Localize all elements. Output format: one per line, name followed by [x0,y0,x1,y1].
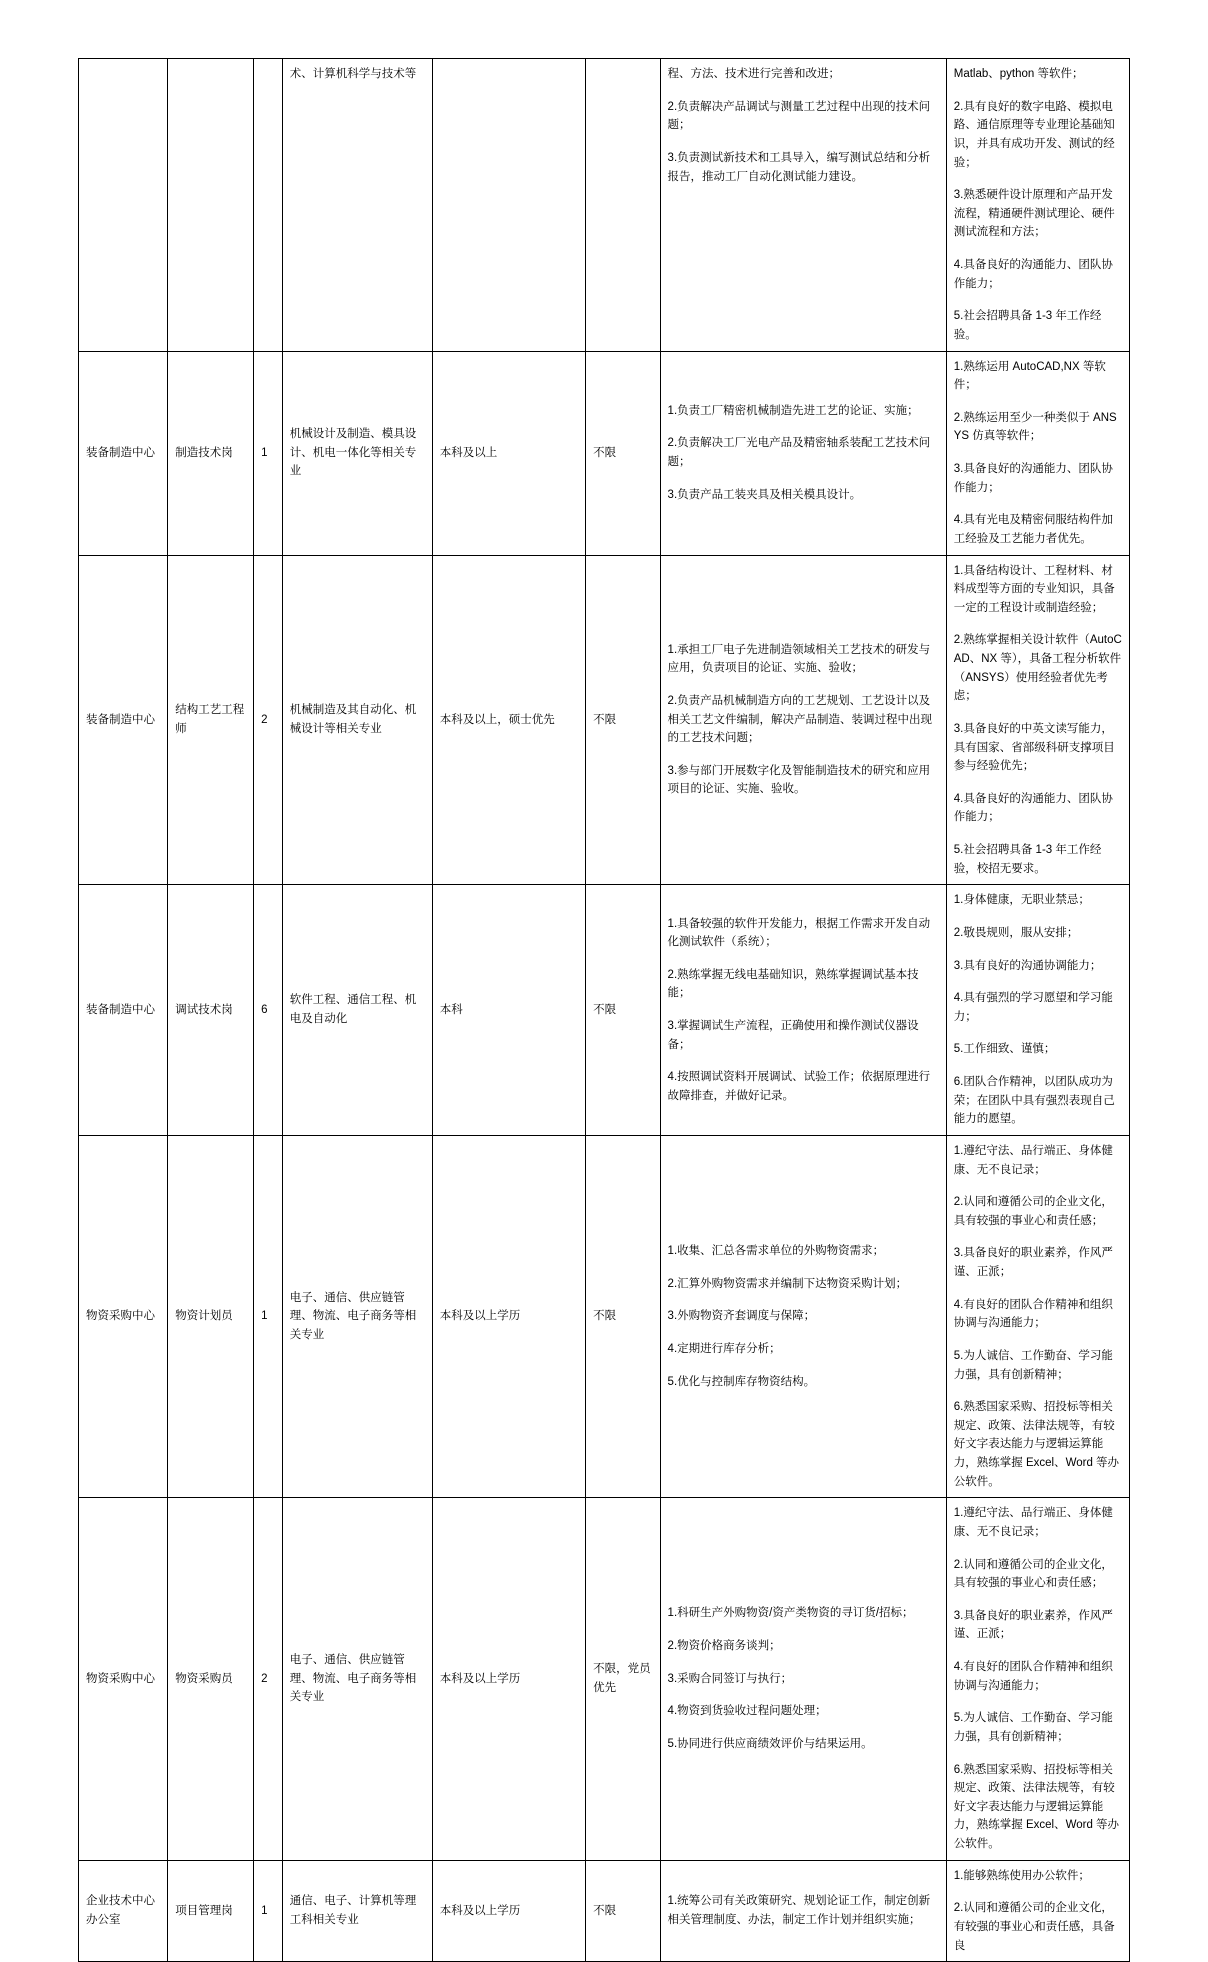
cell-duties: 1.负责工厂精密机械制造先进工艺的论证、实施； 2.负责解决工厂光电产品及精密轴系装配工艺技术问题； 3.负责产品工装夹具及相关模具设计。 [660,351,946,555]
cell-department: 装备制造中心 [79,351,168,555]
cell-headcount: 2 [254,1498,283,1860]
cell-requirements: 1.能够熟练使用办公软件； 2.认同和遵循公司的企业文化，有较强的事业心和责任感，具备良 [946,1860,1129,1962]
cell-department: 装备制造中心 [79,555,168,885]
cell-department [79,59,168,352]
cell-major: 通信、电子、计算机等理工科相关专业 [282,1860,432,1962]
cell-other: 不限 [586,1135,660,1497]
cell-headcount: 1 [254,1860,283,1962]
cell-position [168,59,254,352]
cell-major: 机械设计及制造、模具设计、机电一体化等相关专业 [282,351,432,555]
cell-position: 制造技术岗 [168,351,254,555]
cell-position: 物资计划员 [168,1135,254,1497]
cell-major: 软件工程、通信工程、机电及自动化 [282,885,432,1136]
table-row [79,351,1130,555]
cell-headcount: 1 [254,351,283,555]
cell-major: 术、计算机科学与技术等 [282,59,432,352]
cell-position: 物资采购员 [168,1498,254,1860]
cell-education: 本科及以上学历 [432,1860,585,1962]
job-listing-table [78,58,1130,1962]
cell-education: 本科及以上 [432,351,585,555]
cell-education: 本科 [432,885,585,1136]
cell-position: 结构工艺工程师 [168,555,254,885]
cell-requirements: 1.身体健康，无职业禁忌； 2.敬畏规则，服从安排； 3.具有良好的沟通协调能力； 4.具有强烈的学习愿望和学习能力； 5.工作细致、谨慎； 6.团队合作精神，以团队成功为荣；在团队中具有强烈表现自己能力的愿望。 [946,885,1129,1136]
table-row [79,59,1130,352]
table-row [79,885,1130,1136]
table-row [79,1860,1130,1962]
cell-position: 调试技术岗 [168,885,254,1136]
cell-education [432,59,585,352]
cell-headcount: 6 [254,885,283,1136]
table-row [79,1135,1130,1497]
cell-department: 物资采购中心 [79,1498,168,1860]
cell-other: 不限 [586,885,660,1136]
cell-duties: 1.承担工厂电子先进制造领域相关工艺技术的研发与应用，负责项目的论证、实施、验收； 2.负责产品机械制造方向的工艺规划、工艺设计以及相关工艺文件编制，解决产品制造、装调过程中出现的工艺技术问题； 3.参与部门开展数字化及智能制造技术的研究和应用项目的论证、实施、验收。 [660,555,946,885]
cell-education: 本科及以上学历 [432,1498,585,1860]
cell-duties: 1.统筹公司有关政策研究、规划论证工作，制定创新相关管理制度、办法，制定工作计划并组织实施； [660,1860,946,1962]
cell-department: 企业技术中心办公室 [79,1860,168,1962]
table-row [79,555,1130,885]
cell-requirements: Matlab、python 等软件； 2.具有良好的数字电路、模拟电路、通信原理等专业理论基础知识，并具有成功开发、测试的经验； 3.熟悉硬件设计原理和产品开发流程，精通硬件测试理论、硬件测试流程和方法； 4.具备良好的沟通能力、团队协作能力； 5.社会招聘具备 1-3 年工作经验。 [946,59,1129,352]
table-row [79,1498,1130,1860]
cell-duties: 程、方法、技术进行完善和改进； 2.负责解决产品调试与测量工艺过程中出现的技术问题； 3.负责测试新技术和工具导入，编写测试总结和分析报告，推动工厂自动化测试能力建设。 [660,59,946,352]
cell-major: 电子、通信、供应链管理、物流、电子商务等相关专业 [282,1498,432,1860]
cell-other: 不限 [586,351,660,555]
cell-requirements: 1.具备结构设计、工程材料、材料成型等方面的专业知识，具备一定的工程设计或制造经验； 2.熟练掌握相关设计软件（AutoCAD、NX 等），具备工程分析软件（ANSYS）使用经验者优先考虑； 3.具备良好的中英文读写能力，具有国家、省部级科研支撑项目参与经验优先； 4.具备良好的沟通能力、团队协作能力； 5.社会招聘具备 1-3 年工作经验，校招无要求。 [946,555,1129,885]
table-body [79,59,1130,1962]
cell-other: 不限 [586,555,660,885]
cell-duties: 1.收集、汇总各需求单位的外购物资需求； 2.汇算外购物资需求并编制下达物资采购计划； 3.外购物资齐套调度与保障； 4.定期进行库存分析； 5.优化与控制库存物资结构。 [660,1135,946,1497]
cell-requirements: 1.遵纪守法、品行端正、身体健康、无不良记录； 2.认同和遵循公司的企业文化，具有较强的事业心和责任感； 3.具备良好的职业素养，作风严谨、正派； 4.有良好的团队合作精神和组织协调与沟通能力； 5.为人诚信、工作勤奋、学习能力强，具有创新精神； 6.熟悉国家采购、招投标等相关规定、政策、法律法规等，有较好文字表达能力与逻辑运算能力，熟练掌握 Excel、Word 等办公软件。 [946,1498,1129,1860]
cell-education: 本科及以上学历 [432,1135,585,1497]
cell-duties: 1.具备较强的软件开发能力，根据工作需求开发自动化测试软件（系统）； 2.熟练掌握无线电基础知识，熟练掌握调试基本技能； 3.掌握调试生产流程，正确使用和操作测试仪器设备； 4.按照调试资料开展调试、试验工作；依据原理进行故障排查，并做好记录。 [660,885,946,1136]
cell-headcount [254,59,283,352]
cell-duties: 1.科研生产外购物资/资产类物资的寻订货/招标； 2.物资价格商务谈判； 3.采购合同签订与执行； 4.物资到货验收过程问题处理； 5.协同进行供应商绩效评价与结果运用。 [660,1498,946,1860]
cell-education: 本科及以上，硕士优先 [432,555,585,885]
cell-department: 物资采购中心 [79,1135,168,1497]
cell-major: 电子、通信、供应链管理、物流、电子商务等相关专业 [282,1135,432,1497]
cell-position: 项目管理岗 [168,1860,254,1962]
cell-headcount: 2 [254,555,283,885]
cell-major: 机械制造及其自动化、机械设计等相关专业 [282,555,432,885]
cell-other: 不限 [586,1860,660,1962]
cell-headcount: 1 [254,1135,283,1497]
cell-requirements: 1.熟练运用 AutoCAD,NX 等软件； 2.熟练运用至少一种类似于 ANSYS 仿真等软件； 3.具备良好的沟通能力、团队协作能力； 4.具有光电及精密伺服结构件加工经验及工艺能力者优先。 [946,351,1129,555]
cell-department: 装备制造中心 [79,885,168,1136]
cell-other [586,59,660,352]
cell-other: 不限，党员优先 [586,1498,660,1860]
cell-requirements: 1.遵纪守法、品行端正、身体健康、无不良记录； 2.认同和遵循公司的企业文化，具有较强的事业心和责任感； 3.具备良好的职业素养，作风严谨、正派； 4.有良好的团队合作精神和组织协调与沟通能力； 5.为人诚信、工作勤奋、学习能力强，具有创新精神； 6.熟悉国家采购、招投标等相关规定、政策、法律法规等，有较好文字表达能力与逻辑运算能力，熟练掌握 Excel、Word 等办公软件。 [946,1135,1129,1497]
